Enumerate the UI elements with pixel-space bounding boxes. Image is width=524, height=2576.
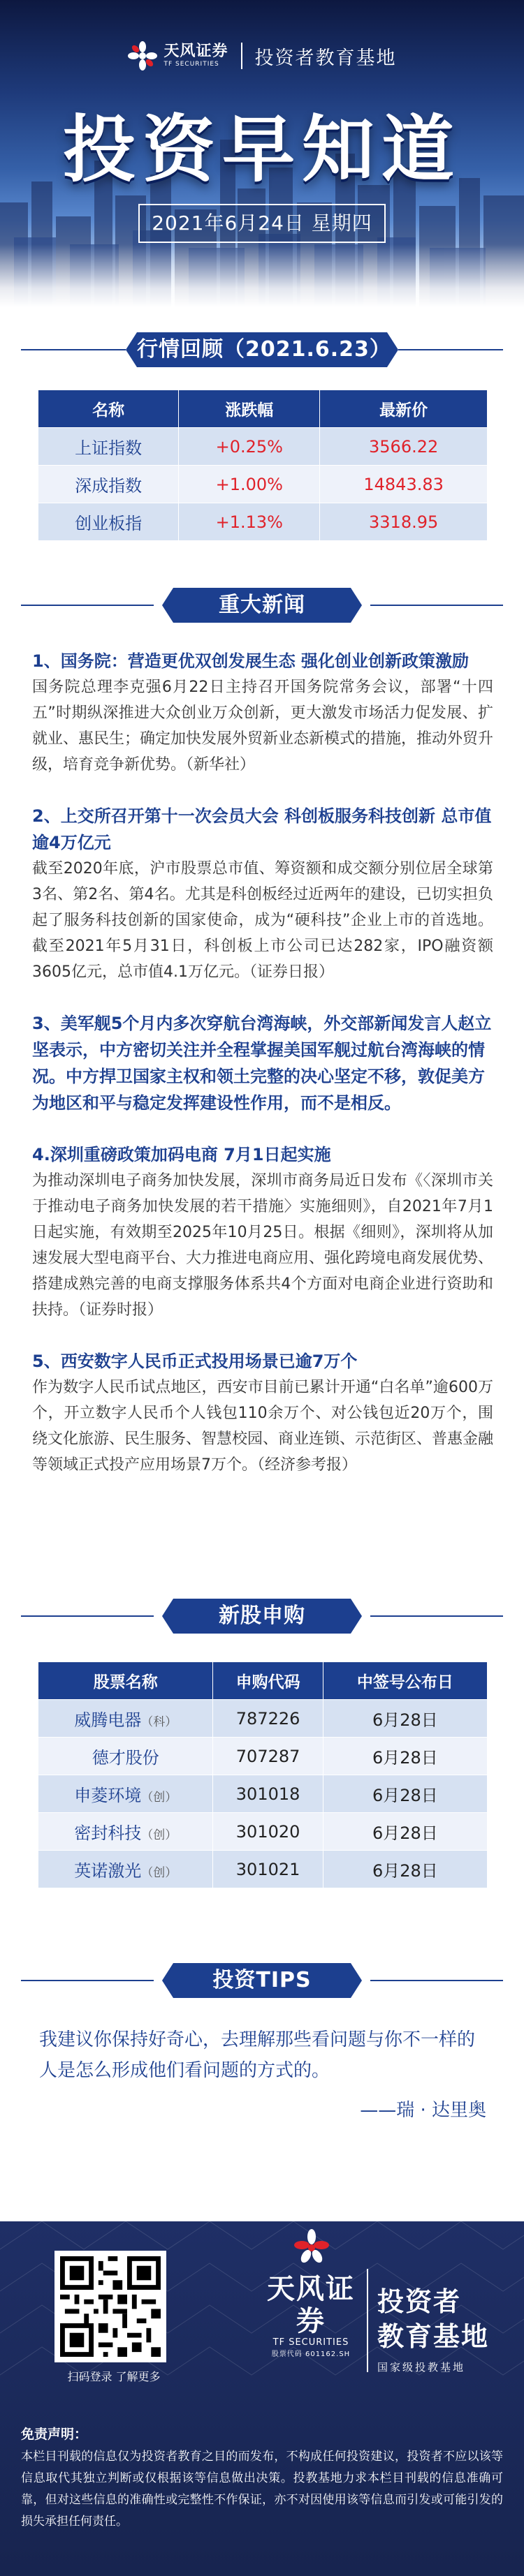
disclaimer-title: 免责声明： <box>21 2427 88 2442</box>
news-title: 5、西安数字人民币正式投用场景已逾7万个 <box>32 1352 358 1371</box>
footer-divider <box>367 2269 368 2372</box>
section-tips-header <box>0 1963 524 1998</box>
section-market-header <box>0 332 524 367</box>
news-item <box>32 1141 493 1323</box>
news-body: 截至2020年底，沪市股票总市值、筹资额和成交额分别位居全球第3名、第2名、第4名。尤其是科创板经过近两年的建设，已切实担负起了服务科技创新的国家使命，成为“硬科技”企业上市的首选地。截至2021年5月31日，科创板上市公司已达282家，IPO融资额3605亿元，总市值4.1万亿元。（证券日报） <box>32 860 493 981</box>
brand-divider <box>241 43 242 69</box>
table-row <box>38 1775 488 1813</box>
brand-header <box>0 40 524 71</box>
section-news-label: 重大新闻 <box>173 588 351 623</box>
header-rule-right <box>370 605 503 606</box>
quote-text: 我建议你保持好奇心，去理解那些看问题与你不一样的人是怎么形成他们看问题的方式的。 <box>39 2029 476 2081</box>
col-header: 名称 <box>38 390 179 428</box>
header-rule-right <box>370 1980 503 1981</box>
subscription-code: 301018 <box>213 1775 323 1813</box>
tips-quote <box>39 2024 486 2122</box>
section-news-header <box>0 588 524 623</box>
lottery-date: 6月28日 <box>323 1851 487 1888</box>
issue-date: 2021年6月24日 星期四 <box>138 204 386 243</box>
news-body: 为推动深圳电子商务加快发展，深圳市商务局近日发布《〈深圳市关于推动电子商务加快发展的若干措施〉实施细则》，自2021年7月1日起实施，有效期至2025年10月25日。根据《细则》，深圳将从加速发展大型电商平台、大力推进电商应用、强化跨境电商发展优势、搭建成熟完善的电商支撑服务体系共4个方面对电商企业进行资助和扶持。（证券时报） <box>32 1172 494 1319</box>
lottery-date: 6月28日 <box>323 1775 487 1813</box>
section-ipo-label: 新股申购 <box>173 1599 351 1634</box>
news-body: 国务院总理李克强6月22日主持召开国务院常务会议，部署“十四五”时期纵深推进大众创业万众创新，更大激发市场活力促发展、扩就业、惠民生；确定加快发展外贸新业态新模式的措施，推动外贸升级，培育竞争新优势。（新华社） <box>32 679 494 773</box>
header-rule-left <box>21 349 126 350</box>
lottery-date: 6月28日 <box>323 1700 487 1738</box>
col-header: 涨跌幅 <box>179 390 320 428</box>
index-name: 创业板指 <box>38 503 179 541</box>
table-row <box>38 428 488 466</box>
board-tag: （创） <box>141 1866 177 1880</box>
board-tag: （创） <box>141 1791 177 1805</box>
section-ipo-header <box>0 1599 524 1634</box>
footer-stock-code: 股票代码 601162.SH <box>271 2351 351 2358</box>
news-list <box>32 648 493 1503</box>
market-table <box>38 390 488 541</box>
brand-name-en: TF SECURITIES <box>163 61 219 68</box>
index-change: +1.13% <box>179 503 320 541</box>
brand-name-cn: 天风证券 <box>163 43 228 60</box>
stock-name: 威腾电器（科） <box>38 1700 213 1738</box>
table-row <box>38 1813 488 1851</box>
header-rule-left <box>21 605 154 606</box>
table-row <box>38 1738 488 1775</box>
qr-code[interactable] <box>54 2251 166 2362</box>
col-header: 中签号公布日 <box>323 1662 487 1700</box>
base-line-1: 投资者 <box>377 2286 462 2317</box>
news-body: 作为数字人民币试点地区，西安市目前已累计开通“白名单”逾600万个，开立数字人民币个人钱包110余万个、对公钱包近20万个，围绕文化旅游、民生服务、智慧校园、商业连锁、示范街区、普惠金融等领域正式投产应用场景7万个。（经济参考报） <box>32 1379 494 1474</box>
section-market-label: 行情回顾（2021.6.23） <box>137 332 387 367</box>
subscription-code: 301021 <box>213 1851 323 1888</box>
subscription-code: 707287 <box>213 1738 323 1775</box>
table-row <box>38 466 488 503</box>
qr-code-icon <box>60 2256 161 2357</box>
brand-subtitle: 投资者教育基地 <box>254 47 397 69</box>
table-header-row <box>38 1662 488 1700</box>
stock-name: 密封科技（创） <box>38 1813 213 1851</box>
index-name: 深成指数 <box>38 466 179 503</box>
ipo-table <box>38 1661 488 1888</box>
index-price: 3318.95 <box>320 503 488 541</box>
hero-banner <box>0 0 524 307</box>
news-item <box>32 648 493 778</box>
quote-author: ——瑞 · 达里奥 <box>360 2100 486 2121</box>
footer <box>0 2221 524 2576</box>
footer-base-title <box>377 2284 489 2374</box>
base-subtitle: 国家级投教基地 <box>377 2361 466 2374</box>
table-row <box>38 1700 488 1738</box>
page-title: 投资早知道 <box>62 107 461 192</box>
qr-caption: 扫码登录 了解更多 <box>67 2370 161 2383</box>
index-price: 3566.22 <box>320 428 488 466</box>
subscription-code: 301020 <box>213 1813 323 1851</box>
header-rule-left <box>21 1615 154 1617</box>
header-rule-right <box>370 1615 503 1617</box>
hero-fade <box>0 244 524 307</box>
tf-flower-icon <box>127 40 158 71</box>
news-item <box>32 1348 493 1478</box>
table-row <box>38 1851 488 1888</box>
lottery-date: 6月28日 <box>323 1738 487 1775</box>
stock-name: 申菱环境（创） <box>38 1775 213 1813</box>
section-tips-label: 投资TIPS <box>173 1963 351 1998</box>
col-header: 股票名称 <box>38 1662 213 1700</box>
news-title: 3、美军舰5个月内多次穿航台湾海峡，外交部新闻发言人赵立坚表示，中方密切关注并全程掌握美国军舰过航台湾海峡的情况。中方捍卫国家主权和领土完整的决心坚定不移，敦促美方为地区和平与稳定发挥建设性作用，而不是相反。 <box>32 1014 492 1113</box>
subscription-code: 787226 <box>213 1700 323 1738</box>
news-title: 4.深圳重磅政策加码电商 7月1日起实施 <box>32 1145 331 1164</box>
col-header: 最新价 <box>320 390 488 428</box>
base-line-2: 教育基地 <box>377 2321 490 2352</box>
header-rule-right <box>398 349 503 350</box>
disclaimer-body: 本栏目刊载的信息仅为投资者教育之目的而发布，不构成任何投资建议，投资者不应以该等信息取代其独立判断或仅根据该等信息做出决策。投教基地力求本栏目刊载的信息准确可靠，但对这些信息的准确性或完整性不作保证，亦不对因使用该等信息而引发或可能引发的损失承担任何责任。 <box>21 2450 503 2529</box>
table-row <box>38 503 488 541</box>
news-title: 1、国务院：营造更优双创发展生态 强化创业创新政策激励 <box>32 651 470 671</box>
lottery-date: 6月28日 <box>323 1813 487 1851</box>
col-header: 申购代码 <box>213 1662 323 1700</box>
header-rule-left <box>21 1980 154 1981</box>
disclaimer <box>21 2422 503 2533</box>
board-tag: （创） <box>141 1828 177 1842</box>
footer-brand-cn: 天风证券 <box>267 2273 355 2337</box>
board-tag: （科） <box>141 1715 177 1729</box>
stock-name: 德才股份 <box>38 1738 213 1775</box>
stock-name: 英诺激光（创） <box>38 1851 213 1888</box>
index-change: +0.25% <box>179 428 320 466</box>
news-item <box>32 803 493 985</box>
index-change: +1.00% <box>179 466 320 503</box>
news-title: 2、上交所召开第十一次会员大会 科创板服务科技创新 总市值逾4万亿元 <box>32 806 492 852</box>
tf-logo-flower-icon <box>292 2228 331 2267</box>
tf-logo <box>127 40 228 71</box>
qr-block <box>54 2251 173 2384</box>
news-item <box>32 1010 493 1116</box>
index-name: 上证指数 <box>38 428 179 466</box>
table-header-row <box>38 390 488 428</box>
footer-brand-en: TF SECURITIES <box>272 2337 349 2348</box>
footer-brand-logo <box>259 2263 363 2358</box>
index-price: 14843.83 <box>320 466 488 503</box>
